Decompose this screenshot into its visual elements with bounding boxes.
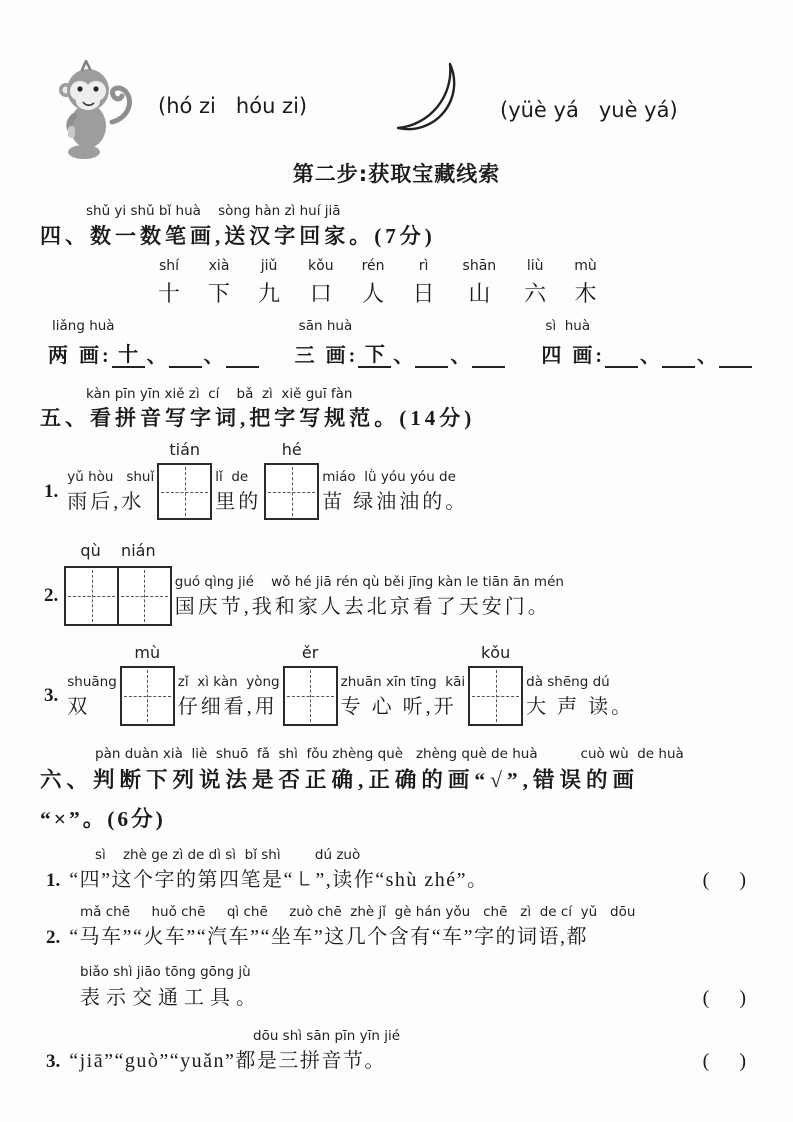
answer-blank — [472, 343, 505, 368]
char-pinyin: shí — [158, 258, 180, 274]
char-hanzi: 六 — [524, 281, 547, 306]
char-hanzi: 下 — [208, 281, 231, 306]
answer-blank — [662, 343, 695, 368]
answer-blank-filled — [112, 343, 145, 368]
text-segment — [67, 469, 154, 514]
answer-bracket: ( ) — [702, 869, 746, 891]
item-number: 3. — [46, 1051, 61, 1072]
group-label: 两 画: — [48, 345, 112, 367]
text-segment — [178, 674, 280, 719]
item2-pinyin: mǎ chē huǒ chē qì chē zuò chē zhè jǐ gè hán yǒu chē zì de cí yǔ dōu — [80, 904, 636, 920]
text-segment — [526, 674, 634, 719]
dun-comma: 、 — [146, 345, 167, 367]
monkey-pinyin-options: (hó zi hóu zi) — [158, 94, 308, 118]
char-pinyin: rén — [361, 258, 385, 274]
moon-pinyin-options: (yüè yá yuè yá) — [500, 98, 678, 122]
judgement-item-1 — [46, 863, 746, 892]
section5-pinyin: kàn pīn yīn xiě zì cí bǎ zì xiě guī fàn — [86, 386, 353, 402]
char-pinyin: mù — [574, 258, 597, 274]
char-pinyin: kǒu — [308, 258, 334, 274]
answer-bracket: ( ) — [702, 1050, 746, 1072]
item3-pinyin: dōu shì sān pīn yīn jié — [253, 1028, 401, 1044]
question-number: 2. — [44, 585, 59, 606]
stroke-groups-row — [48, 318, 752, 368]
dun-comma: 、 — [697, 345, 718, 367]
char-hanzi: 山 — [468, 281, 491, 306]
segment-hanzi: 双 — [67, 695, 91, 718]
answer-blank-filled — [358, 343, 391, 368]
writing-grid-box — [120, 643, 175, 726]
char-pinyin: xià — [208, 258, 230, 274]
answer-blank — [169, 343, 202, 368]
answer-blank — [605, 343, 638, 368]
character-item — [574, 258, 597, 308]
segment-pinyin: lǐ de — [215, 469, 249, 485]
segment-pinyin: guó qìng jié wǒ hé jiā rén qù běi jīng kàn le tiān ān mén — [174, 573, 564, 590]
character-item — [463, 258, 497, 308]
segment-hanzi: 仔细看,用 — [177, 695, 278, 718]
stroke-count-character-bank — [158, 258, 597, 308]
segment-hanzi: 国庆节,我和家人去北京看了天安门。 — [174, 595, 551, 618]
dun-comma: 、 — [203, 345, 224, 367]
text-segment — [175, 574, 564, 619]
group-label: 四 画: — [541, 345, 606, 367]
grid-dashed-horizontal — [124, 696, 171, 697]
three-stroke-group — [295, 318, 506, 368]
segment-hanzi: 雨后,水 — [67, 491, 145, 513]
item-text: “四”这个字的第四笔是“㇄”,读作“shù zhé”。 — [69, 869, 489, 891]
two-stroke-group — [48, 318, 259, 368]
segment-pinyin: zǐ xì kàn yòng — [177, 673, 280, 690]
char-hanzi: 九 — [258, 281, 281, 306]
section4-title: 四、数一数笔画,送汉字回家。(7分) — [40, 224, 436, 248]
answer-blank — [719, 343, 752, 368]
dun-comma: 、 — [640, 345, 661, 367]
monkey-illustration — [54, 60, 138, 164]
box-pinyin: mù — [134, 643, 161, 662]
item1-pinyin: sì zhè ge zì de dì sì bǐ shì dú zuò — [95, 847, 361, 863]
segment-hanzi: 专 心 听,开 — [340, 695, 457, 718]
crescent-moon-illustration — [388, 58, 472, 154]
dun-comma: 、 — [393, 345, 414, 367]
grid-dashed-horizontal — [121, 596, 168, 597]
grid-dashed-horizontal — [161, 492, 208, 493]
character-item — [208, 258, 230, 308]
char-hanzi: 口 — [309, 281, 332, 306]
four-stroke-group — [541, 318, 752, 368]
question-number: 1. — [44, 480, 59, 502]
judgement-item-2-continued — [80, 981, 746, 1010]
group-pinyin: sì huà — [545, 318, 591, 334]
writing-grid-box — [64, 566, 119, 626]
character-item — [413, 258, 435, 308]
group-pinyin: liǎng huà — [52, 318, 115, 334]
item2-continued-pinyin: biǎo shì jiāo tōng gōng jù — [80, 964, 251, 980]
character-item — [158, 258, 180, 308]
char-hanzi: 日 — [412, 281, 435, 306]
char-pinyin: rì — [418, 258, 429, 274]
question-2 — [44, 541, 567, 626]
judgement-item-2 — [46, 920, 746, 949]
text-segment — [322, 469, 468, 514]
section6-title-line1: 六、判断下列说法是否正确,正确的画“√”,错误的画 — [40, 768, 640, 792]
char-pinyin: shān — [462, 258, 497, 274]
item-text: “马车”“火车”“汽车”“坐车”这几个含有“车”字的词语,都 — [69, 926, 589, 948]
group-label: 三 画: — [294, 345, 359, 367]
question-number: 3. — [44, 685, 59, 706]
segment-hanzi: 里的 — [215, 491, 262, 513]
writing-grid-double-box — [64, 541, 172, 626]
text-segment — [67, 674, 117, 719]
segment-pinyin: shuāng — [67, 673, 117, 690]
writing-grid-box — [264, 440, 319, 520]
question-3 — [44, 643, 637, 726]
char-hanzi: 人 — [362, 281, 385, 306]
character-item — [524, 258, 546, 308]
step-title: 第二步:获取宝藏线索 — [292, 162, 501, 186]
example-answer: 十 — [118, 344, 139, 366]
box-pinyin: ěr — [301, 643, 319, 662]
grid-dashed-horizontal — [268, 492, 315, 493]
section4-pinyin: shǔ yi shǔ bǐ huà sòng hàn zì huí jiā — [86, 203, 341, 219]
item-text: 表示交通工具。 — [80, 987, 262, 1009]
segment-pinyin: miáo lǜ yóu yóu de — [322, 469, 456, 485]
character-item — [308, 258, 334, 308]
char-pinyin: jiǔ — [260, 258, 278, 274]
segment-pinyin: yǔ hòu shuǐ — [67, 469, 155, 485]
example-answer: 下 — [364, 344, 385, 366]
answer-blank — [226, 343, 259, 368]
char-hanzi: 木 — [574, 281, 597, 306]
writing-grid-box — [283, 643, 338, 726]
answer-bracket: ( ) — [702, 987, 746, 1009]
char-hanzi: 十 — [158, 281, 181, 306]
box-pinyin: hé — [281, 440, 302, 459]
segment-pinyin: zhuān xīn tīng kāi — [340, 673, 466, 690]
char-pinyin: liù — [526, 258, 544, 274]
segment-hanzi: 苗 绿油油的。 — [322, 491, 469, 513]
section6-title-line2: “×”。(6分) — [40, 807, 166, 831]
grid-dashed-horizontal — [68, 596, 115, 597]
box-pinyin: kǒu — [481, 643, 511, 662]
character-item — [258, 258, 280, 308]
dun-comma: 、 — [450, 345, 471, 367]
box-pinyin: qù nián — [80, 541, 156, 560]
character-item — [362, 258, 385, 308]
grid-dashed-horizontal — [472, 696, 519, 697]
text-segment — [215, 469, 261, 514]
writing-grid-box — [117, 566, 172, 626]
item-text: “jiā”“guò”“yuǎn”都是三拼音节。 — [69, 1050, 386, 1072]
judgement-item-3 — [46, 1044, 746, 1073]
box-pinyin: tián — [169, 440, 201, 459]
segment-pinyin: dà shēng dú — [526, 673, 610, 690]
writing-grid-box — [157, 440, 212, 520]
question-1 — [44, 440, 471, 520]
item-number: 2. — [46, 927, 61, 948]
section6-pinyin: pàn duàn xià liè shuō fǎ shì fǒu zhèng què zhèng què de huà cuò wù de huà — [95, 746, 684, 762]
item-number: 1. — [46, 870, 61, 891]
group-pinyin: sān huà — [298, 318, 353, 334]
segment-hanzi: 大 声 读。 — [526, 695, 635, 718]
text-segment — [341, 674, 466, 719]
writing-grid-box — [468, 643, 523, 726]
section5-title: 五、看拼音写字词,把字写规范。(14分) — [40, 406, 476, 430]
grid-dashed-horizontal — [287, 696, 334, 697]
answer-blank — [415, 343, 448, 368]
